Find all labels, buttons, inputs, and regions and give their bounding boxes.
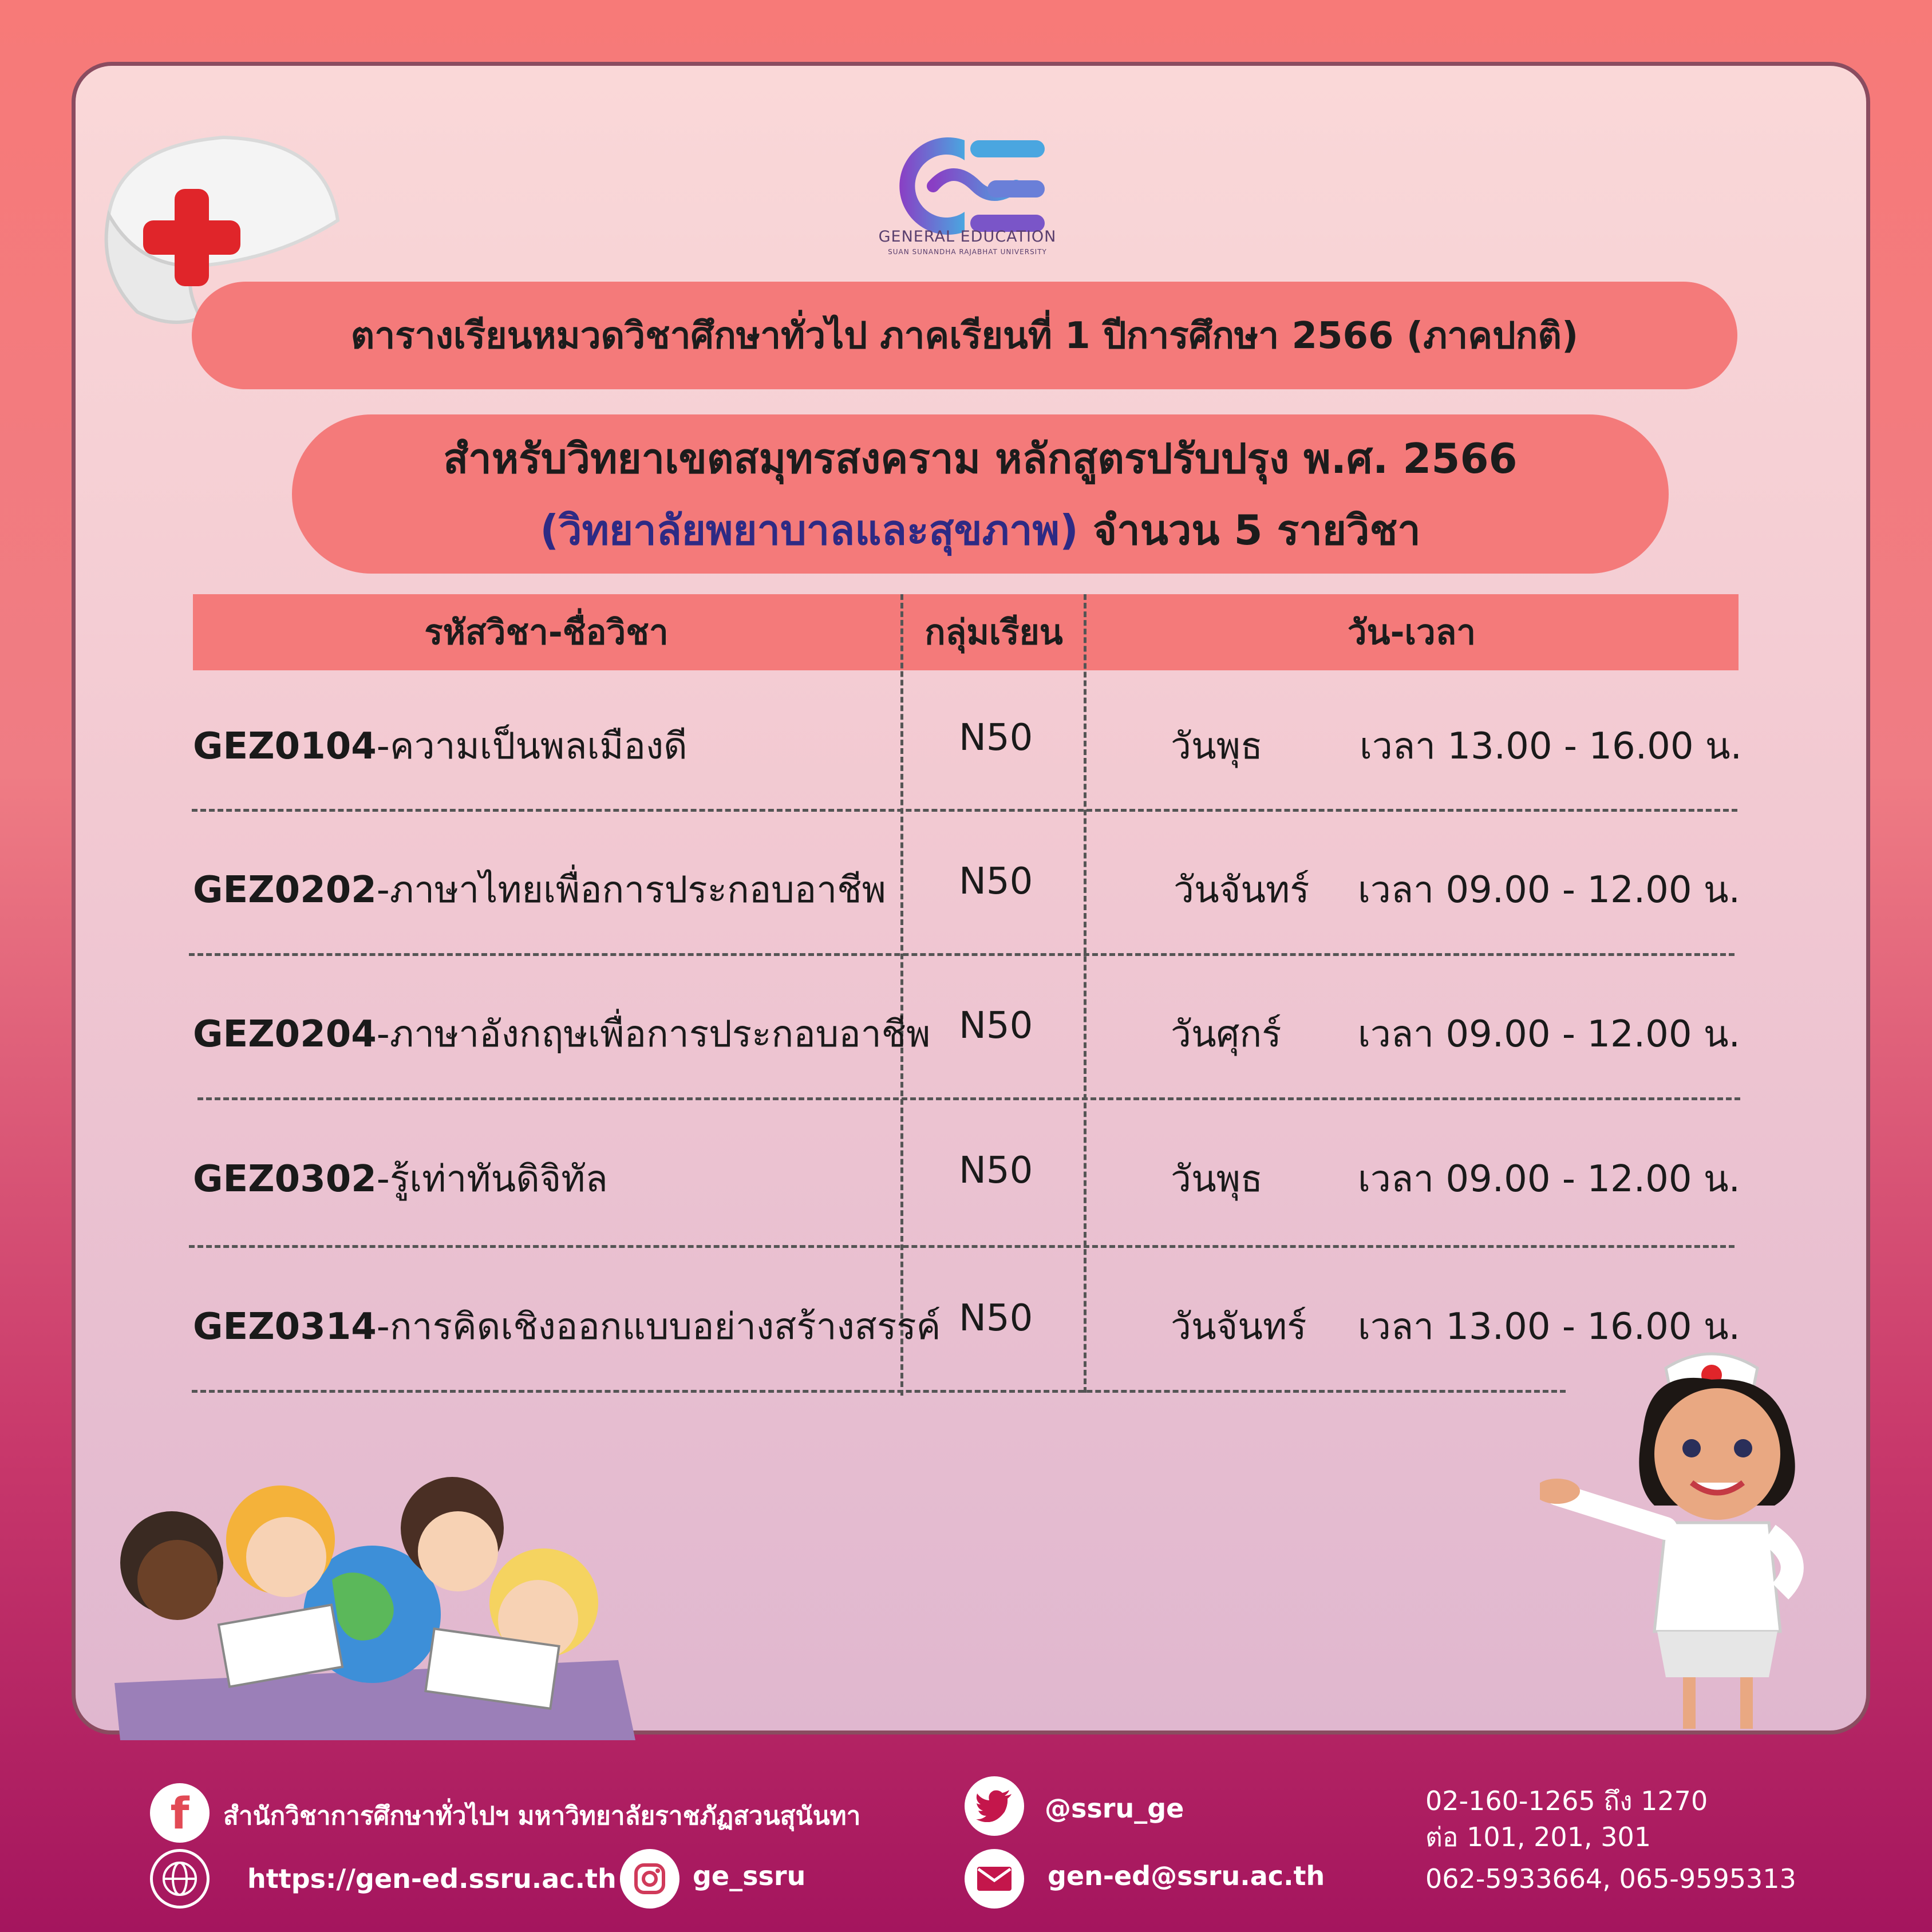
course-cell (193, 1149, 608, 1208)
course-cell (193, 860, 886, 919)
course-code: GEZ0302 (193, 1158, 377, 1200)
course-cell (193, 717, 688, 775)
subtitle-line2 (540, 497, 1420, 563)
subtitle-line1: สำหรับวิทยาเขตสมุทรสงคราม หลักสูตรปรับปรุง พ.ศ. 2566 (443, 434, 1518, 483)
group-cell: N50 (959, 1297, 1033, 1340)
course-code: GEZ0202 (193, 869, 377, 911)
header-course: รหัสวิชา-ชื่อวิชา (424, 613, 669, 653)
page-title: ตารางเรียนหมวดวิชาศึกษาทั่วไป ภาคเรียนที่ 1 ปีการศึกษา 2566 (ภาคปกติ) (350, 315, 1579, 357)
email-icon[interactable] (965, 1849, 1024, 1909)
website-link[interactable]: https://gen-ed.ssru.ac.th (247, 1863, 617, 1894)
email-link[interactable]: gen-ed@ssru.ac.th (1048, 1860, 1325, 1891)
instagram-icon[interactable] (620, 1849, 679, 1909)
faculty-name: (วิทยาลัยพยาบาลและสุขภาพ) (540, 506, 1078, 554)
time-cell: เวลา 13.00 - 16.00 น. (1360, 725, 1742, 768)
course-name: -ภาษาไทยเพื่อการประกอบอาชีพ (376, 869, 886, 911)
time-cell: เวลา 13.00 - 16.00 น. (1358, 1306, 1740, 1348)
row-divider (192, 1390, 1566, 1393)
header-group: กลุ่มเรียน (924, 613, 1063, 653)
group-cell: N50 (959, 860, 1033, 903)
course-name: -รู้เท่าทันดิจิทัล (376, 1158, 608, 1200)
course-cell (193, 1297, 941, 1356)
row-divider (189, 953, 1735, 956)
twitter-icon[interactable] (965, 1776, 1024, 1836)
logo-text (847, 228, 1088, 256)
facebook-link[interactable]: สำนักวิชาการศึกษาทั่วไปฯ มหาวิทยาลัยราชภัฏสวนสุนันทา (223, 1801, 861, 1831)
globe-icon (150, 1849, 210, 1909)
row-divider (192, 809, 1737, 812)
column-divider (900, 594, 903, 1396)
title-banner (192, 282, 1737, 389)
day-cell: วันพุธ (1171, 725, 1263, 768)
course-code: GEZ0104 (193, 725, 377, 768)
nurse-illustration (1540, 1334, 1860, 1740)
course-code: GEZ0204 (193, 1013, 377, 1056)
header-datetime: วัน-เวลา (1347, 613, 1476, 653)
row-divider (189, 1245, 1735, 1248)
course-cell (193, 1005, 930, 1063)
column-divider (1084, 594, 1086, 1393)
kids-reading-illustration (86, 1443, 647, 1740)
phone-extension: ต่อ 101, 201, 301 (1425, 1822, 1652, 1852)
day-cell: วันพุธ (1171, 1158, 1263, 1200)
day-cell: วันจันทร์ (1174, 869, 1310, 911)
course-name: -ภาษาอังกฤษเพื่อการประกอบอาชีพ (376, 1013, 931, 1056)
time-cell: เวลา 09.00 - 12.00 น. (1358, 1158, 1740, 1200)
group-cell: N50 (959, 717, 1033, 759)
group-cell: N50 (959, 1005, 1033, 1047)
day-cell: วันศุกร์ (1171, 1013, 1282, 1056)
course-count: จำนวน 5 รายวิชา (1078, 506, 1421, 554)
twitter-handle[interactable]: @ssru_ge (1045, 1793, 1184, 1824)
instagram-handle[interactable]: ge_ssru (693, 1860, 806, 1891)
logo-brand: GENERAL EDUCATION (878, 228, 1057, 246)
phone-main: 02-160-1265 ถึง 1270 (1425, 1785, 1708, 1816)
course-name: -การคิดเชิงออกแบบอย่างสร้างสรรค์ (376, 1306, 941, 1348)
day-cell: วันจันทร์ (1171, 1306, 1307, 1348)
phone-mobile: 062-5933664, 065-9595313 (1425, 1863, 1796, 1894)
footer (0, 1760, 1932, 1932)
facebook-icon[interactable]: f (150, 1783, 210, 1843)
time-cell: เวลา 09.00 - 12.00 น. (1358, 869, 1740, 911)
course-code: GEZ0314 (193, 1306, 377, 1348)
course-name: -ความเป็นพลเมืองดี (376, 725, 688, 768)
time-cell: เวลา 09.00 - 12.00 น. (1358, 1013, 1740, 1056)
group-cell: N50 (959, 1149, 1033, 1192)
subtitle-banner (292, 414, 1669, 574)
row-divider (197, 1097, 1740, 1100)
logo-university: SUAN SUNANDHA RAJABHAT UNIVERSITY (888, 248, 1047, 256)
